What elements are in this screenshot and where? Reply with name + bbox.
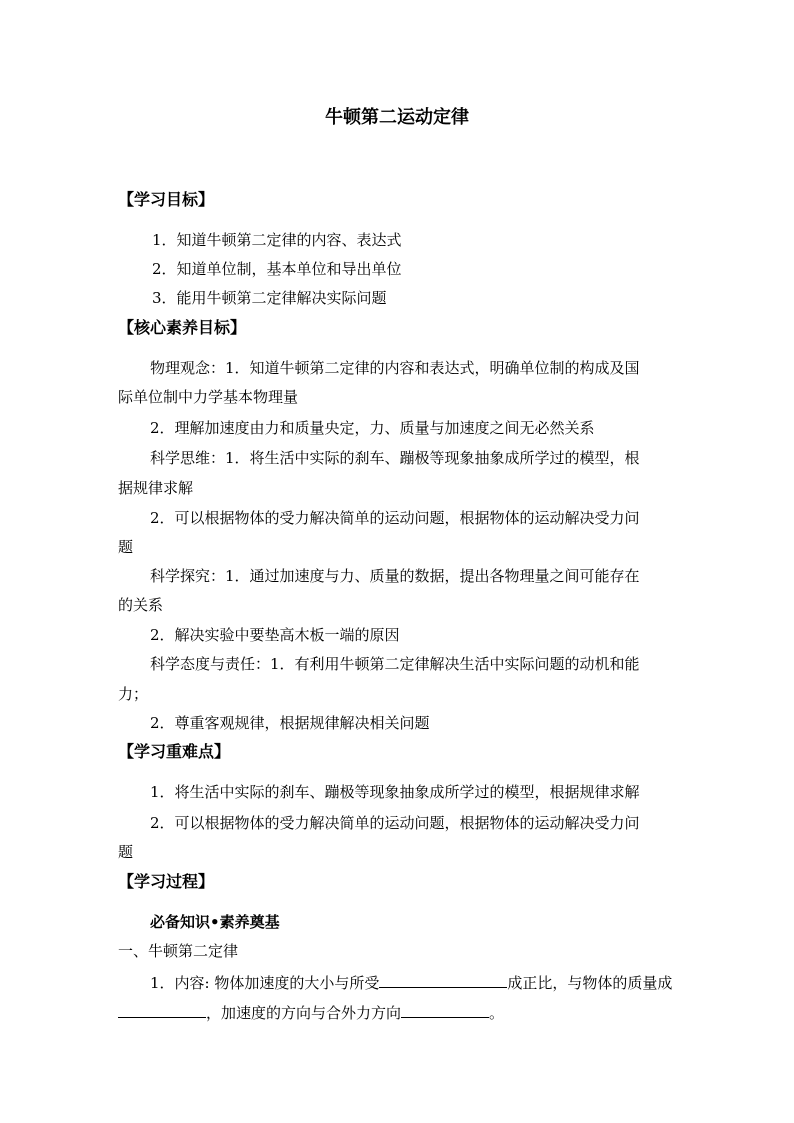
- content-text: 1．内容: 物体加速度的大小与所受: [150, 974, 380, 992]
- literacy-line: 2．解决实验中要垫高木板一端的原因: [150, 626, 400, 644]
- literacy-line: 科学思维：1．将生活中实际的刹车、蹦极等现象抽象成所学过的模型，根: [150, 449, 640, 467]
- goal-item: 1．知道牛顿第二定律的内容、表达式: [152, 231, 402, 249]
- difficulty-line: 2．可以根据物体的受力解决简单的运动问题，根据物体的运动解决受力问: [150, 814, 640, 832]
- fill-blank[interactable]: [401, 1001, 489, 1018]
- content-text: ，加速度的方向与合外力方向: [206, 1004, 402, 1022]
- content-text: 。: [489, 1004, 505, 1022]
- literacy-line: 2．可以根据物体的受力解决简单的运动问题，根据物体的运动解决受力问: [150, 509, 640, 527]
- literacy-line: 科学态度与责任：1．有利用牛顿第二定律解决生活中实际问题的动机和能: [150, 655, 640, 673]
- content-line: [150, 971, 672, 993]
- content-line: [118, 1001, 504, 1023]
- process-subheading: 必备知识•素养奠基: [150, 913, 280, 931]
- page-title: 牛顿第二运动定律: [325, 107, 469, 128]
- literacy-line: 2．尊重客观规律，根据规律解决相关问题: [150, 714, 430, 732]
- section-heading-literacy: 【核心素养目标】: [118, 318, 247, 337]
- literacy-line: 据规律求解: [118, 479, 194, 497]
- difficulty-line: 1．将生活中实际的刹车、蹦极等现象抽象成所学过的模型，根据规律求解: [150, 783, 640, 801]
- goal-item: 2．知道单位制，基本单位和导出单位: [152, 260, 402, 278]
- section-heading-difficulties: 【学习重难点】: [118, 742, 231, 761]
- literacy-line: 的关系: [118, 596, 164, 614]
- literacy-line: 2．理解加速度由力和质量央定，力、质量与加速度之间无必然关系: [150, 419, 595, 437]
- goal-item: 3．能用牛顿第二定律解决实际问题: [152, 289, 387, 307]
- fill-blank[interactable]: [379, 971, 507, 988]
- section-heading-goals: 【学习目标】: [118, 190, 215, 209]
- literacy-line: 题: [118, 538, 134, 556]
- fill-blank[interactable]: [118, 1001, 206, 1018]
- difficulty-line: 题: [118, 843, 134, 861]
- part-title: 一、牛顿第二定律: [118, 942, 239, 960]
- literacy-line: 物理观念：1．知道牛顿第二定律的内容和表达式，明确单位制的构成及国: [150, 359, 640, 377]
- literacy-line: 力；: [118, 685, 149, 703]
- section-heading-process: 【学习过程】: [118, 872, 215, 891]
- literacy-line: 科学探究：1．通过加速度与力、质量的数据，提出各物理量之间可能存在: [150, 567, 640, 585]
- content-text: 成正比，与物体的质量成: [507, 974, 673, 992]
- literacy-line: 际单位制中力学基本物理量: [118, 388, 299, 406]
